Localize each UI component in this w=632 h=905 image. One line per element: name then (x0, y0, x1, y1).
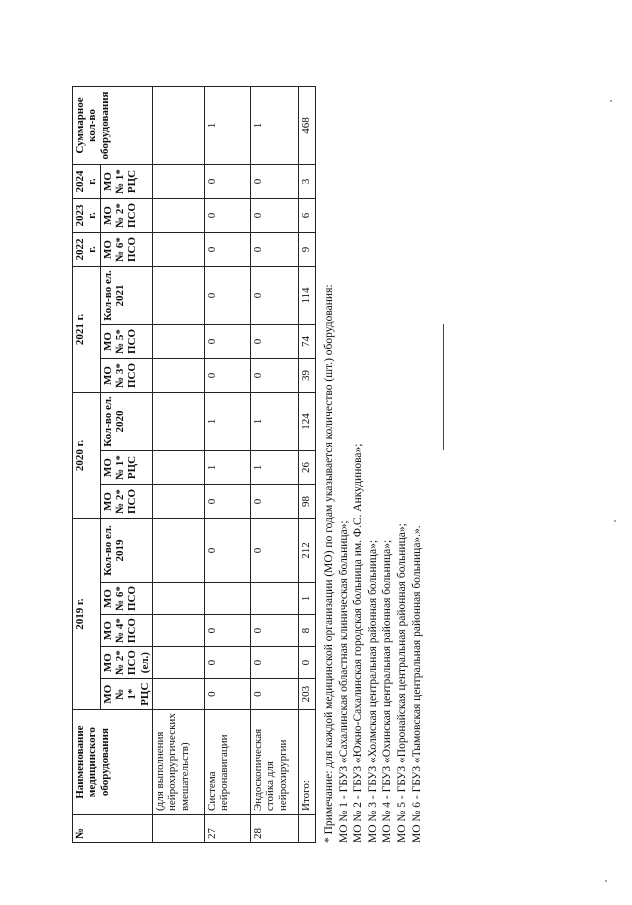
row-value: 1 (250, 392, 298, 450)
footnote-line: МО № 6 - ГБУЗ «Тымовская центральная районная больница».». (410, 525, 423, 843)
row-value: 0 (250, 615, 298, 647)
row-num (152, 815, 204, 843)
subheader-cell: МО № 3* ПСО (100, 358, 152, 392)
row-value (152, 266, 204, 324)
row-value: 0 (250, 198, 298, 232)
row-value: 0 (204, 679, 250, 710)
header-num: № (73, 815, 153, 843)
footnotes (322, 23, 424, 843)
row-value: 0 (250, 647, 298, 679)
year-header-row (73, 86, 101, 842)
row-value: 124 (298, 392, 315, 450)
row-value: 0 (204, 324, 250, 358)
row-value (152, 615, 204, 647)
footnote-line: МО № 1 - ГБУЗ «Сахалинская областная клиническая больница»; (337, 520, 350, 843)
row-value (152, 582, 204, 614)
row-name: Эндоскопическая стойка для нейрохирургии (250, 710, 298, 815)
footnote-line: МО № 5 - ГБУЗ «Поронайская центральная районная больница»; (395, 523, 408, 843)
row-value: 0 (204, 198, 250, 232)
subheader-cell: МО № 4* ПСО (100, 615, 152, 647)
subheader-cell: МО № 6* ПСО (100, 232, 152, 266)
header-year-2019: 2019 г. (73, 518, 101, 709)
row-value: 0 (204, 232, 250, 266)
row-value (152, 164, 204, 198)
row-value: 212 (298, 518, 315, 582)
row-value (152, 450, 204, 484)
separator-line (443, 324, 444, 450)
equipment-table (72, 86, 316, 843)
row-value (152, 324, 204, 358)
row-value: 98 (298, 484, 315, 518)
row-value: 9 (298, 232, 315, 266)
row-value: 0 (204, 615, 250, 647)
row-value: 26 (298, 450, 315, 484)
row-value: 0 (204, 358, 250, 392)
row-value: 39 (298, 358, 315, 392)
row-name: (для выполнения нейрохирургических вмешательств) (152, 710, 204, 815)
row-value (152, 198, 204, 232)
scan-speck (605, 880, 607, 882)
row-value: 3 (298, 164, 315, 198)
row-name: Итого: (298, 710, 315, 815)
footnote-line: МО № 4 - ГБУЗ «Охинская центральная районная больница»; (381, 539, 394, 843)
total-row (298, 86, 315, 842)
footnote-line: * Примечание: для каждой медицинской организации (МО) по годам указывается количество (шт.) оборудования: (323, 284, 335, 843)
row-value: 74 (298, 324, 315, 358)
row-value (152, 484, 204, 518)
row-total: 468 (298, 86, 315, 164)
footnote-line: МО № 3 - ГБУЗ «Холмская центральная районная больница»; (366, 539, 379, 843)
row-value: 0 (298, 647, 315, 679)
row-value: 0 (250, 679, 298, 710)
row-value (152, 392, 204, 450)
row-value: 1 (298, 582, 315, 614)
header-year-2022: 2022 г. (73, 232, 101, 266)
subheader-cell: МО № 2* ПСО (100, 484, 152, 518)
row-value: 6 (298, 198, 315, 232)
row-value (152, 647, 204, 679)
row-value: 0 (250, 358, 298, 392)
row-value (152, 518, 204, 582)
row-total (152, 86, 204, 164)
row-value (204, 582, 250, 614)
row-total: 1 (250, 86, 298, 164)
subheader-cell: Кол-во ел. 2021 (100, 266, 152, 324)
row-value: 1 (204, 450, 250, 484)
table-row (152, 86, 204, 842)
row-value (152, 358, 204, 392)
subheader-cell: Кол-во ел. 2020 (100, 392, 152, 450)
subheader-cell: МО № 2* ПСО (ел.) (100, 647, 152, 679)
header-year-2023: 2023 г. (73, 198, 101, 232)
row-value: 0 (250, 484, 298, 518)
row-value (152, 232, 204, 266)
subheader-cell: МО № 6* ПСО (100, 582, 152, 614)
row-num: 28 (250, 815, 298, 843)
row-value: 1 (250, 450, 298, 484)
row-name: Система нейронавигации (204, 710, 250, 815)
header-year-2024: 2024 г. (73, 164, 101, 198)
row-total: 1 (204, 86, 250, 164)
header-name: Наименование медицинского оборудования (73, 710, 153, 815)
row-value: 0 (204, 164, 250, 198)
subheader-cell: МО № 1* РЦС (100, 450, 152, 484)
row-value (152, 679, 204, 710)
subheader-cell: МО № 5* ПСО (100, 324, 152, 358)
row-value: 0 (204, 647, 250, 679)
header-total: Суммарное кол-во оборудования (73, 86, 153, 164)
row-value: 0 (204, 266, 250, 324)
subheader-cell: МО № 1* РЦС (100, 164, 152, 198)
row-value: 8 (298, 615, 315, 647)
table-row (250, 86, 298, 842)
header-year-2021: 2021 г. (73, 266, 101, 392)
row-value: 0 (250, 266, 298, 324)
subheader-cell: Кол-во ел. 2019 (100, 518, 152, 582)
scan-speck (614, 520, 616, 522)
row-value: 0 (250, 232, 298, 266)
subheader-cell: МО № 2* ПСО (100, 198, 152, 232)
footnote-line: МО № 2 - ГБУЗ «Южно-Сахалинская городская больница им. Ф.С. Анкудинова»; (352, 443, 365, 843)
row-value: 0 (204, 484, 250, 518)
table-row (204, 86, 250, 842)
row-num: 27 (204, 815, 250, 843)
row-value: 1 (204, 392, 250, 450)
row-value: 0 (204, 518, 250, 582)
row-value: 0 (250, 164, 298, 198)
row-value: 0 (250, 324, 298, 358)
row-value: 203 (298, 679, 315, 710)
row-num (298, 815, 315, 843)
subheader-cell: МО № 1* РЦС (100, 679, 152, 710)
row-value: 0 (250, 518, 298, 582)
scan-speck (610, 100, 612, 102)
row-value: 114 (298, 266, 315, 324)
header-year-2020: 2020 г. (73, 392, 101, 518)
row-value (250, 582, 298, 614)
